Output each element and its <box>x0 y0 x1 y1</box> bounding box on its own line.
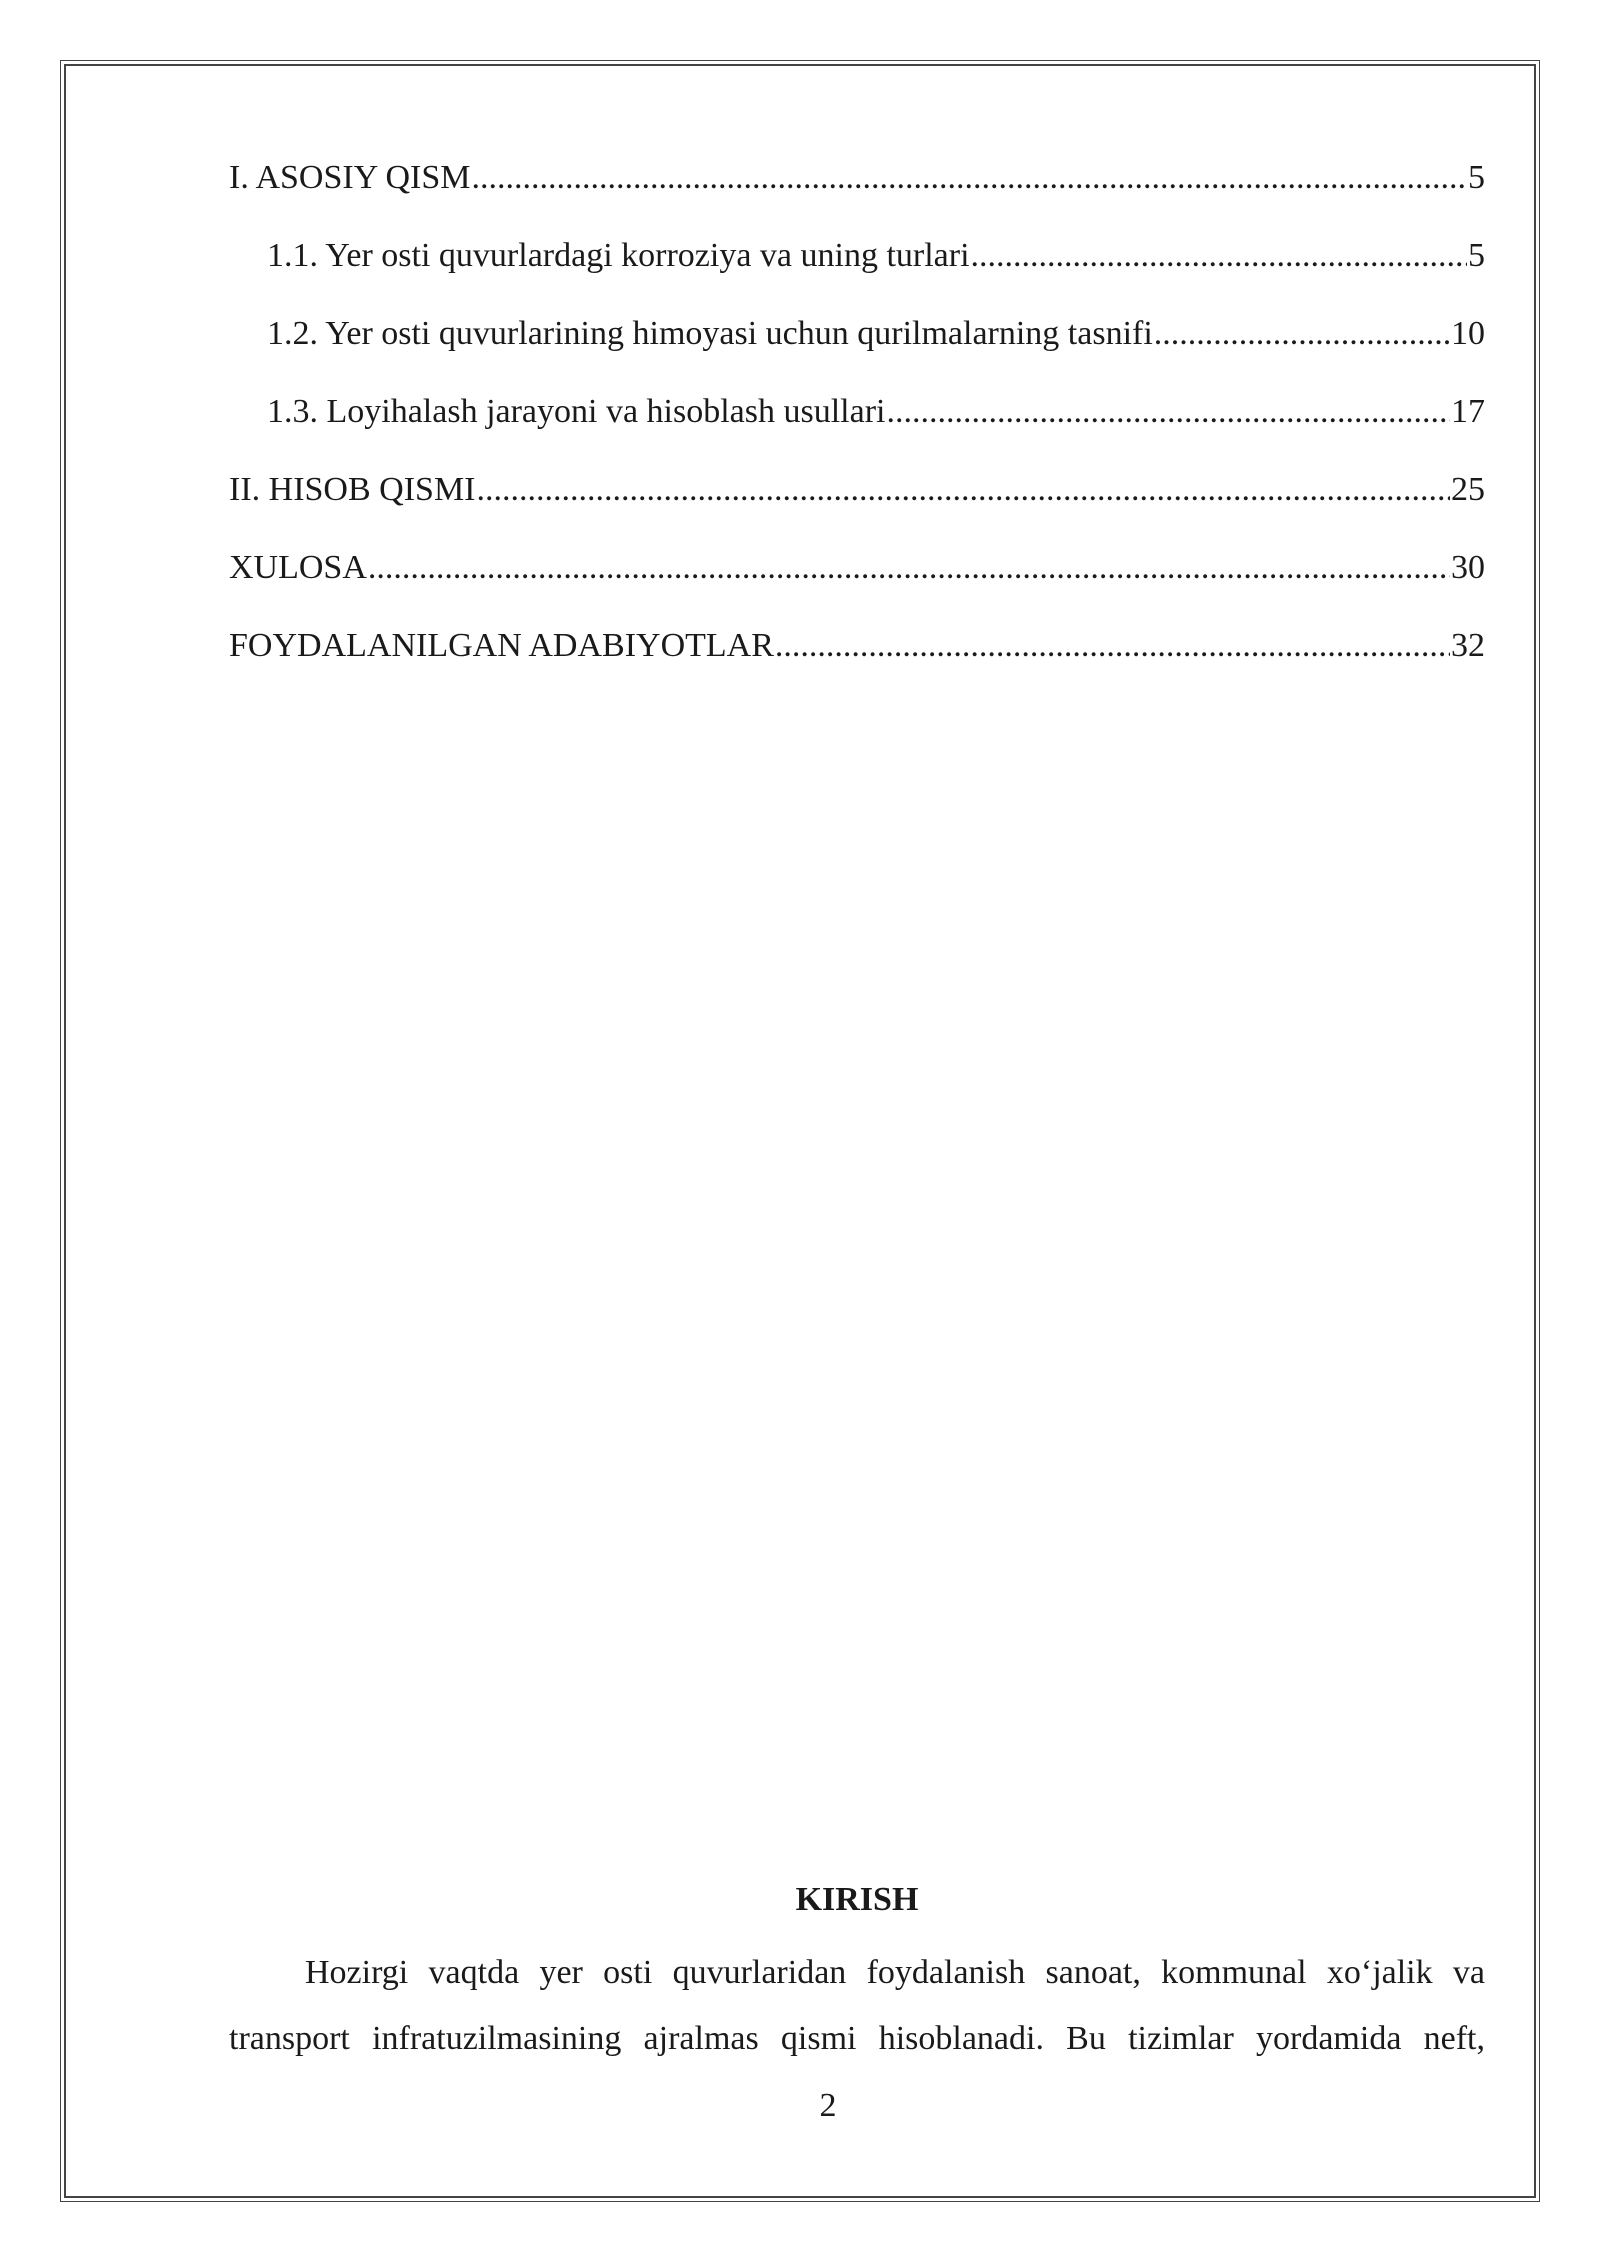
toc-entry-xulosa[interactable] <box>229 538 1485 616</box>
toc-leader-dots <box>472 148 1467 208</box>
toc-leader-dots <box>368 538 1450 598</box>
toc-entry-page: 30 <box>1451 549 1485 586</box>
page-number: 2 <box>819 2087 837 2124</box>
toc-entry-hisob-qismi[interactable] <box>229 460 1485 538</box>
toc-entry-label: 1.2. Yer osti quvurlarining himoyasi uchun qurilmalarning tasnifi <box>267 315 1153 352</box>
toc-entry-adabiyotlar[interactable] <box>229 616 1485 694</box>
toc-entry-label: FOYDALANILGAN ADABIYOTLAR <box>229 627 774 664</box>
toc-entry-1-2[interactable] <box>229 304 1485 382</box>
toc-entry-label: 1.1. Yer osti quvurlardagi korroziya va uning turlari <box>267 237 970 274</box>
toc-leader-dots <box>971 226 1467 286</box>
table-of-contents <box>229 148 1485 694</box>
toc-entry-label: 1.3. Loyihalash jarayoni va hisoblash usullari <box>267 393 886 430</box>
toc-entry-page: 25 <box>1451 471 1485 508</box>
toc-leader-dots <box>477 460 1451 520</box>
toc-entry-page: 17 <box>1451 393 1485 430</box>
toc-leader-dots <box>775 616 1450 676</box>
toc-leader-dots <box>887 382 1451 442</box>
toc-entry-label: II. HISOB QISMI <box>229 471 476 508</box>
toc-entry-1-1[interactable] <box>229 226 1485 304</box>
toc-entry-page: 5 <box>1468 237 1485 274</box>
toc-entry-1-3[interactable] <box>229 382 1485 460</box>
toc-entry-label: I. ASOSIY QISM <box>229 159 471 196</box>
toc-entry-asosiy-qism[interactable] <box>229 148 1485 226</box>
toc-entry-label: XULOSA <box>229 549 367 586</box>
toc-entry-page: 5 <box>1468 159 1485 196</box>
section-heading: KIRISH <box>795 1881 919 1918</box>
toc-leader-dots <box>1154 304 1450 364</box>
body-paragraph: Hozirgi vaqtda yer osti quvurlaridan foydalanish sanoat, kommunal xo‘jalik va transport infratuzilmasining ajralmas qismi hisoblanadi. Bu tizimlar yordamida neft, <box>229 1954 1485 2057</box>
toc-entry-page: 10 <box>1451 315 1485 352</box>
toc-entry-page: 32 <box>1451 627 1485 664</box>
